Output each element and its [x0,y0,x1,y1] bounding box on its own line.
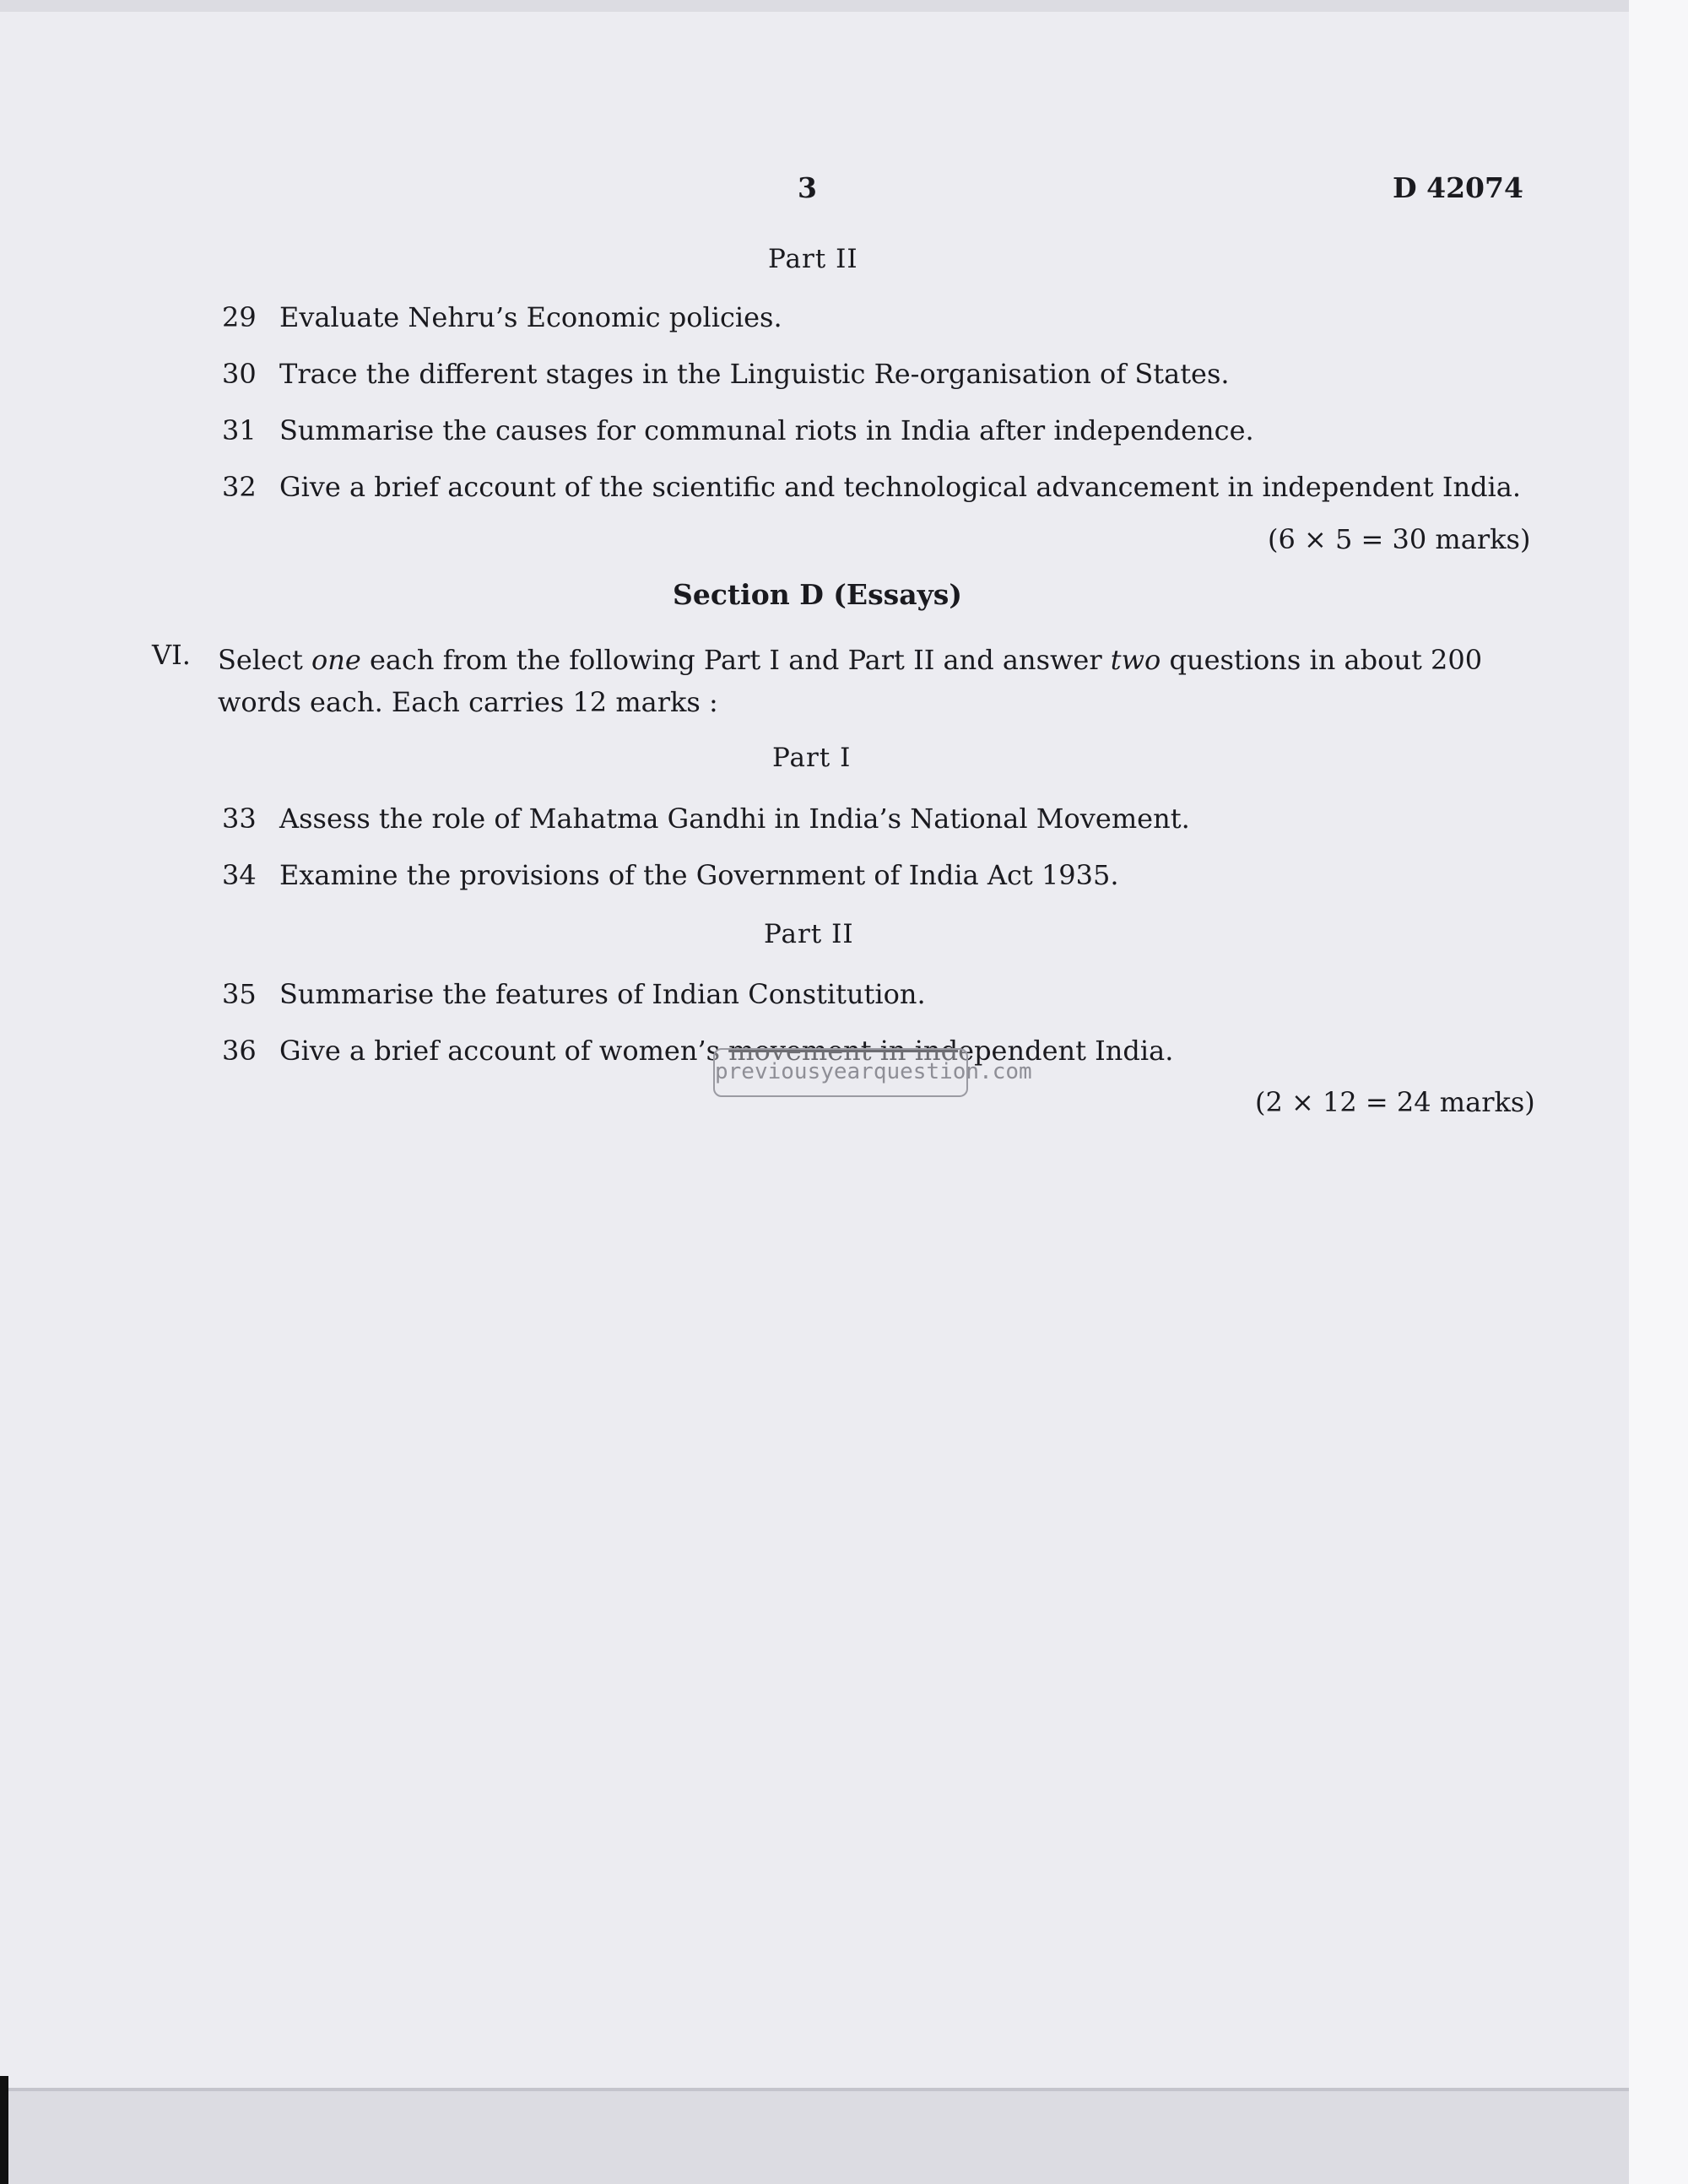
marks-part-d: (2 × 12 = 24 marks) [1255,1086,1535,1118]
emphasis-one: one [311,644,361,676]
scan-shadow [0,2076,8,2184]
question-34 [222,859,1119,891]
question-number: 35 [222,978,257,1010]
question-number: 33 [222,803,257,835]
question-30 [222,358,1230,390]
question-31 [222,414,1254,446]
question-number: 34 [222,859,257,891]
question-29 [222,301,782,333]
part-ii-heading: Part II [768,244,858,274]
part-ii-heading-essays: Part II [764,919,854,949]
section-d-title: Section D (Essays) [673,578,962,611]
question-text: Summarise the features of Indian Constitution. [279,978,926,1010]
question-number: 30 [222,358,257,390]
question-number: 29 [222,301,257,333]
section-roman-numeral: VI. [152,639,191,671]
question-text: Examine the provisions of the Government of India Act 1935. [279,859,1119,891]
question-text: Evaluate Nehru’s Economic policies. [279,301,782,333]
question-number: 32 [222,471,257,503]
emphasis-two: two [1110,644,1161,676]
question-text: Give a brief account of women’s movement in independent India. [279,1035,1174,1067]
question-text: Assess the role of Mahatma Gandhi in India’s National Movement. [279,803,1190,835]
question-number: 36 [222,1035,257,1067]
question-35 [222,978,926,1010]
question-text: Give a brief account of the scientific and technological advancement in independent India. [279,471,1522,503]
section-instruction: Select one each from the following Part I and Part II and answer two questions in about 200 words each. Each carries 12 marks : [218,644,1483,718]
question-text: Summarise the causes for communal riots in India after independence. [279,414,1254,446]
question-33 [222,803,1190,835]
paper-code: D 42074 [1393,171,1523,204]
scan-border [1629,0,1688,2184]
page-number: 3 [798,171,817,204]
question-32 [222,471,1521,503]
part-i-heading: Part I [772,743,852,773]
question-number: 31 [222,414,257,446]
marks-part-a: (6 × 5 = 30 marks) [1268,523,1531,555]
watermark-logo: previousyearquestion.com [713,1048,968,1097]
question-text: Trace the different stages in the Linguistic Re-organisation of States. [279,358,1230,390]
